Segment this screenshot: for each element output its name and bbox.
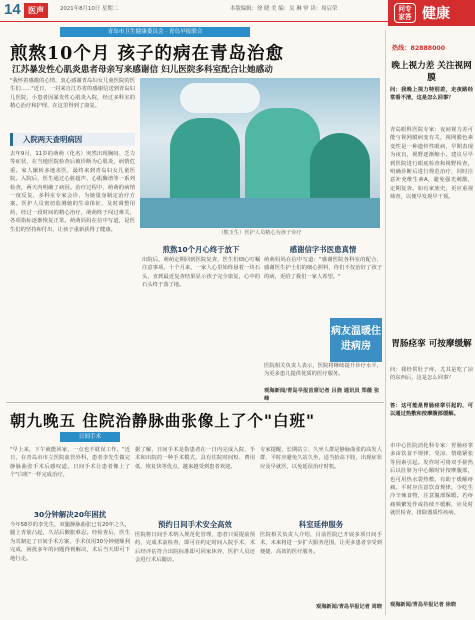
qa2-answer: 市中心医院消化科专家：胃肠痉挛多由饮食不规律、受凉、情绪紧张等因素引起。发作时可将双手搓热后以肚脐为中心顺时针按摩腹部，也可用热水袋热敷，有助于缓解疼痛。平时应注意饮食规律，少吃生冷辛辣食物，注意腹部保暖。若疼痛频繁发作或持续不缓解，应及时就医检查，排除器质性疾病。 <box>390 443 473 517</box>
article2-subheading-1: 30分钟解决20年困扰 <box>33 510 107 519</box>
logo-top-text: 问专 <box>398 5 412 13</box>
article2-subheading-2: 预约日间手术安全高效 <box>158 520 232 529</box>
article1-photo <box>140 78 380 228</box>
article2-body-col1b: 今年58岁的李先生，双腿静脉曲张已有20年之久，腿上青筋凸起，久站后酸胀难忍。经检查后，医生为其制定了日间手术方案，手术仅用30分钟便顺利完成，困扰多年的问题得到解决，术后当天即可下地行走。 <box>10 522 130 562</box>
article1-body-col3b: 医院相关负责人表示，医院将继续提升诊疗水平，为更多患儿提供优质的医疗服务。 <box>264 363 382 378</box>
article1-byline: 观海新闻/青岛早报首席记者 吕骁 通讯员 郑薇 张峰 <box>264 388 380 402</box>
banner-title: 健康 <box>422 6 450 22</box>
article2-body-col2b: 医院将日间手术纳入规范化管理，患者只需提前预约，完成术前检查，即可在约定时间入院手术，术后经评估符合出院标准即可回家休养，医护人员还会进行术后随访。 <box>135 532 255 564</box>
qa2-question: 问：我经常肚子疼，尤其是吃了凉的东西后，这是怎么回事？ <box>390 367 473 382</box>
article1-kicker: 青岛市卫生健康委员会 · 青岛早报联合 <box>60 27 250 37</box>
qa1-question: 问：我晚上视力特别差，走夜路经常看不清，这是怎么回事？ <box>390 87 473 102</box>
column-divider <box>385 30 386 615</box>
qa2-lead: 答：这可能是胃肠痉挛引起的，可以通过热敷和按摩腹部缓解。 <box>390 403 473 418</box>
qa1-headline: 晚上视力差 关注视网膜 <box>391 61 472 83</box>
article2-byline: 观海新闻/青岛早报记者 周晓 <box>316 604 382 610</box>
health-banner <box>388 0 475 26</box>
article1-subhead: 江苏暴发性心肌炎患者母亲写来感谢信 妇儿医院多科室配合让她感动 <box>12 65 273 75</box>
section-divider <box>6 402 384 403</box>
article1-section-title: 入院两天查明病因 <box>10 133 135 146</box>
operating-table-shape <box>140 198 380 228</box>
hotline: 热线：82888000 <box>392 45 446 52</box>
article2-headline: 朝九晚五 住院治静脉曲张像上了个"白班" <box>10 411 316 430</box>
page-number: 14 <box>4 1 21 18</box>
qa1-answer: 青岛眼科医院专家：夜间视力差可能与视网膜病变有关，视网膜色素变性是一种遗传性眼病，早期表现为夜盲，视野逐渐缩小。建议尽早到医院进行眼底检查和视野检查，明确诊断后进行规范治疗，同时注意补充维生素A，避免强光刺激，定期复查。如有家族史，更应重视筛查，以便早发现早干预。 <box>390 127 473 201</box>
article2-tag: 日间手术 <box>60 432 120 442</box>
surgical-lamp-shape <box>180 83 260 113</box>
article2-body-col1: "早上来，下午就能回家，一点也不耽误工作。"近日，在青岛市市立医院血管外科，患者李先生做完静脉曲张手术后感叹道。日间手术让患者像上了个"白班"一样完成治疗。 <box>10 447 130 479</box>
article2-body-col3a: 专家提醒，长期站立、久坐人群是静脉曲张的高发人群，平时应避免久站久坐，适当抬高下肢，出现症状应及早就医，以免延误治疗时机。 <box>260 447 382 470</box>
article1-headline: 煎熬10个月 孩子的病在青岛治愈 <box>10 44 284 64</box>
article1-body-col3: 萌萌妈妈在信中写道："感谢医院各科室的配合，感谢医生护士们的细心照料，你们不仅治好了孩子的病，更给了我们一家人希望。" <box>264 257 382 280</box>
article2-subheading-3: 科室延伸服务 <box>298 520 344 529</box>
qa2-headline: 胃肠痉挛 可按摩缓解 <box>391 339 472 349</box>
right-column-byline: 观海新闻/青岛早报记者 徐晓 <box>390 602 456 608</box>
article1-body-col2: 出院后，萌萌定期回到医院复查，医生们细心叮嘱注意事项。十个月来，一家人心里始终悬着一块石头，直到最近复查结果显示孩子完全康复，心中的石头终于落了地。 <box>142 257 260 289</box>
editor-credits: 本版编辑：徐 晓 美 编：吴 琳 审 读：周启荣 <box>230 6 338 12</box>
issue-date: 2021年8月10日 星期二 <box>60 6 119 12</box>
article2-body-col3b: 医院相关负责人介绍，目前医院已开展多项日间手术，未来将进一步扩大服务范围，让更多患者享受到便捷、高效的医疗服务。 <box>260 532 382 555</box>
qa-logo-icon <box>394 3 416 23</box>
article1-subheading-2: 煎熬10个月心终于放下 <box>162 245 240 254</box>
article1-lead: "我怀着感激的心情，衷心感谢青岛妇女儿童医院的医生们……"近日，一封来自江苏省的感谢信送到青岛妇儿医院，小患者因暴发性心肌炎入院，经过多科室的精心治疗和护理，在这里得到了康复。 <box>10 78 135 110</box>
article2-body-col2a: 据了解，日间手术是指患者在一日内完成入院、手术和出院的一种手术模式，具有住院时间短、费用低、恢复快等优点，越来越受到患者欢迎。 <box>135 447 255 470</box>
logo-bottom-text: 家答 <box>398 13 412 21</box>
article1-subheading-3: 感谢信字书医患真情 <box>289 245 357 254</box>
photo-caption: （熊玉生）医护人员精心为孩子诊疗 <box>218 230 302 236</box>
pull-quote-box: 病友温暖住进病房 <box>330 318 382 362</box>
section-label: 医声 <box>24 3 48 18</box>
article1-body-col1: 去年9月，11岁的萌萌（化名）突然出现胸闷、乏力等症状，在当地医院检查后被诊断为心肌炎，病情危重。家人辗转多地求医，最终来到青岛妇女儿童医院。入院后，医生通过心脏超声、心肌酶谱等一系列检查，两天内明确了病因。治疗过程中，萌萌的病情一度反复，多科室专家会诊，为她量身制定治疗方案。医护人员密切监测她的生命体征，及时调整用药，经过一段时间的精心治疗，萌萌终于闯过难关，各项指标逐渐恢复正常。萌萌妈妈在信中写道，是医生们的坚持和付出，让孩子重新获得了健康。 <box>10 151 135 233</box>
